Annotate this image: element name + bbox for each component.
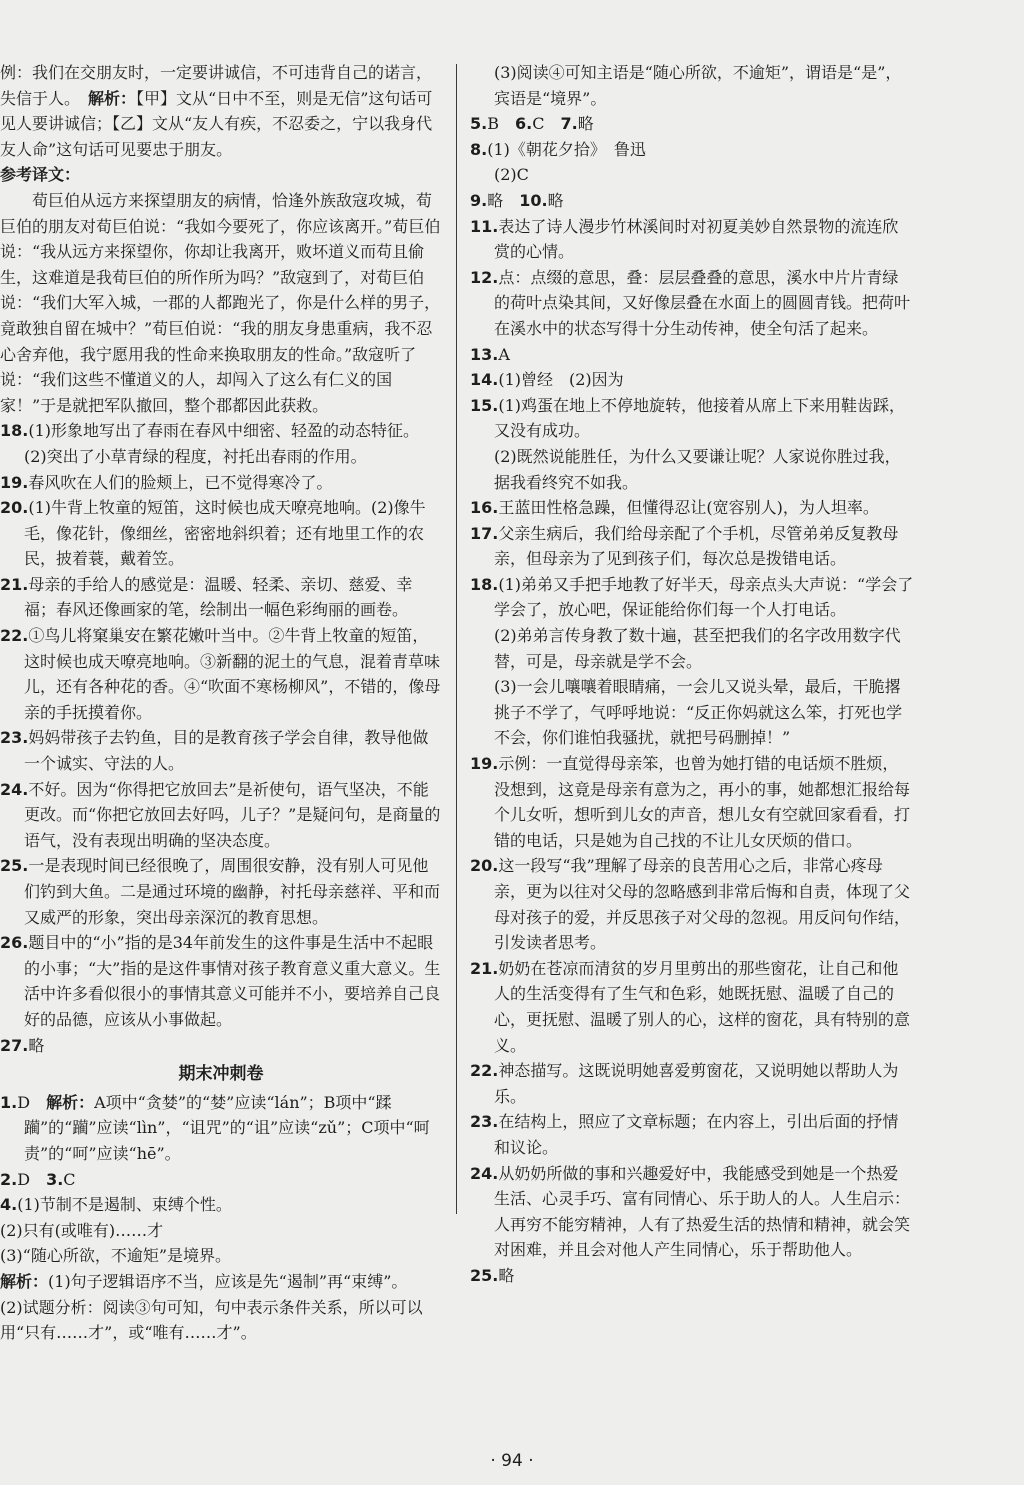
final-answer-15: 15.(1)鸡蛋在地上不停地旋转，他接着从席上下来用鞋齿踩，又没有成功。 (470, 395, 906, 441)
final-answer-4-part-3-analysis: (3)阅读④可知主语是“随心所欲，不逾矩”，谓语是“是”，宾语是“境界”。 (494, 63, 902, 108)
reference-translation-text: 荀巨伯从远方来探望朋友的病情，恰逢外族敌寇攻城，荀巨伯的朋友对荀巨伯说：“我如今要死了，你应该离开。”荀巨伯说：“我从远方来探望你，你却让我离开，败坏道义而苟且偷生，这难道是我荀巨伯的所作所为吗？”敌寇到了，对荀巨伯说：“我们大军入城，一郡的人都跑光了，你是什么样的男子，竟敢独自留在城中？”荀巨伯说：“我的朋友身患重病，我不忍心舍弃他，我宁愿用我的性命来换取朋友的性命。”敌寇听了说：“我们这些不懂道义的人，却闯入了这么有仁义的国家！”于是就把军队撤回，整个郡都因此获救。 (0, 190, 441, 415)
right-column (470, 60, 914, 1289)
page-number: · 94 · (490, 1451, 534, 1471)
final-answer-25: 25.略 (470, 1265, 515, 1285)
final-answer-4: 4.(1)节制不是遏制、束缚个性。 (0, 1195, 232, 1215)
final-answer-5-7: 5.B 6.C 7.略 (470, 114, 594, 134)
final-answer-4-part-2: (2)只有(或唯有)……才 (0, 1220, 164, 1240)
final-answer-11: 11.表达了诗人漫步竹林溪间时对初夏美妙自然景物的流连欣赏的心情。 (470, 216, 899, 262)
final-answer-21: 21.奶奶在苍凉而清贫的岁月里剪出的那些窗花，让自己和他人的生活变得有了生气和色彩，她既抚慰、温暖了自己的心，更抚慰、温暖了别人的心，这样的窗花，具有特别的意义。 (470, 958, 911, 1055)
answer-22: 22.①鸟儿将窠巢安在繁花嫩叶当中。②牛背上牧童的短笛，这时候也成天嘹亮地响。③新翻的泥土的气息，混着青草味儿，还有各种花的香。④“吹面不寒杨柳风”，不错的，像母亲的手抚摸着你。 (0, 626, 441, 722)
final-answer-15-part-2: (2)既然说能胜任，为什么又要谦让呢？人家说你胜过我，据我看终究不如我。 (494, 446, 901, 492)
final-answer-20: 20.这一段写“我”理解了母亲的良苦用心之后，非常心疼母亲，更为以往对父母的忽略感到非常后悔和自责，体现了父母对孩子的爱，并反思孩子对父母的忽视。用反问句作结，引发读者思考。 (470, 856, 911, 953)
final-answer-4-analysis: 解析：(1)句子逻辑语序不当，应该是先“遏制”再“束缚”。 (0, 1271, 408, 1291)
final-answer-14: 14.(1)曾经 (2)因为 (470, 370, 624, 390)
final-answer-18: 18.(1)弟弟又手把手地教了好半天，母亲点头大声说：“学会了学会了，放心吧，保证能给你们每一个人打电话。 (470, 574, 914, 620)
answer-24: 24.不好。因为“你得把它放回去”是祈使句，语气坚决，不能更改。而“你把它放回去好吗，儿子？”是疑问句，是商量的语气，没有表现出明确的坚决态度。 (0, 779, 441, 850)
answer-20: 20.(1)牛背上牧童的短笛，这时候也成天嘹亮地响。(2)像牛毛，像花针，像细丝，密密地斜织着；还有地里工作的农民，披着蓑，戴着笠。 (0, 498, 426, 569)
final-answer-4-part-3: (3)“随心所欲，不逾矩”是境界。 (0, 1246, 232, 1266)
final-answer-12: 12.点：点缀的意思，叠：层层叠叠的意思，溪水中片片青绿的荷叶点染其间，又好像层叠在水面上的圆圆青钱。把荷叶在溪水中的状态写得十分生动传神，使全句活了起来。 (470, 267, 911, 338)
final-answer-23: 23.在结构上，照应了文章标题；在内容上，引出后面的抒情和议论。 (470, 1112, 899, 1157)
answer-27: 27.略 (0, 1035, 45, 1055)
final-answer-2-3: 2.D 3.C (0, 1169, 76, 1189)
left-column (0, 60, 446, 1346)
column-divider (456, 64, 457, 1214)
intro-paragraph: 例：我们在交朋友时，一定要讲诚信，不可违背自己的诺言，失信于人。 解析：【甲】文从“日中不至，则是无信”这句话可见人要讲诚信；【乙】文从“友人有疾，不忍委之，宁以我身代友人命”这句话可见要忠于朋友。 (0, 63, 433, 159)
answer-18-part-2: (2)突出了小草青绿的程度，衬托出春雨的作用。 (24, 446, 367, 466)
final-answer-24: 24.从奶奶所做的事和兴趣爱好中，我能感受到她是一个热爱生活、心灵手巧、富有同情心、乐于助人的人。人生启示：人再穷不能穷精神，人有了热爱生活的热情和精神，就会笑对困难，并且会对他人产生同情心，乐于帮助他人。 (470, 1163, 911, 1260)
final-answer-4-analysis-2: (2)试题分析：阅读③句可知，句中表示条件关系，所以可以用“只有……才”，或“唯有……才”。 (0, 1297, 423, 1343)
final-answer-9-10: 9.略 10.略 (470, 190, 564, 210)
final-answer-18-part-2: (2)弟弟言传身教了数十遍，甚至把我们的名字改用数字代替，可是，母亲就是学不会。 (494, 626, 901, 671)
answer-25: 25.一是表现时间已经很晚了，周围很安静，没有别人可见他们钓到大鱼。二是通过环境的幽静，衬托母亲慈祥、平和而又威严的形象，突出母亲深沉的教育思想。 (0, 856, 441, 927)
final-answer-8: 8.(1)《朝花夕拾》 鲁迅 (470, 139, 646, 159)
final-answer-1: 1.D 解析：A项中“贪婪”的“婪”应读“lán”；B项中“蹂躏”的“躏”应读“lìn”，“诅咒”的“诅”应读“zǔ”；C项中“呵责”的“呵”应读“hē”。 (0, 1092, 430, 1163)
final-answer-22: 22.神态描写。这既说明她喜爱剪窗花，又说明她以帮助人为乐。 (470, 1061, 899, 1106)
final-answer-16: 16.王蓝田性格急躁，但懂得忍让(宽容别人)，为人坦率。 (470, 498, 879, 518)
final-answer-13: 13.A (470, 344, 510, 364)
answer-21: 21.母亲的手给人的感觉是：温暖、轻柔、亲切、慈爱、幸福；春风还像画家的笔，绘制出一幅色彩绚丽的画卷。 (0, 574, 413, 620)
final-answer-19: 19.示例：一直觉得母亲笨，也曾为她打错的电话烦不胜烦，没想到，这竟是母亲有意为之，再小的事，她都想汇报给每个儿女听，想听到儿女的声音，想儿女有空就回家看看，打错的电话，只是她为自己找的不让儿女厌烦的借口。 (470, 754, 911, 850)
final-answer-18-part-3: (3)一会儿嚷嚷着眼睛痛，一会儿又说头晕，最后，干脆撂挑子不学了，气呼呼地说：“反正你妈就这么笨，打死也学不会，你们谁怕我骚扰，就把号码删掉！” (494, 677, 903, 748)
answer-18: 18.(1)形象地写出了春雨在春风中细密、轻盈的动态特征。 (0, 421, 420, 441)
answer-26: 26.题目中的“小”指的是34年前发生的这件事是生活中不起眼的小事；“大”指的是这件事情对孩子教育意义重大意义。生活中许多看似很小的事情其意义可能并不小，要培养自己良好的品德，应该从小事做起。 (0, 933, 441, 1029)
final-answer-8-part-2: (2)C (494, 165, 529, 185)
final-answer-17: 17.父亲生病后，我们给母亲配了个手机，尽管弟弟反复教母亲，但母亲为了见到孩子们，每次总是拨错电话。 (470, 523, 899, 569)
section-title: 期末冲刺卷 (178, 1064, 264, 1085)
answer-23: 23.妈妈带孩子去钓鱼，目的是教育孩子学会自律，教导他做一个诚实、守法的人。 (0, 728, 429, 774)
answer-19: 19.春风吹在人们的脸颊上，已不觉得寒冷了。 (0, 472, 333, 492)
reference-translation-title: 参考译文： (0, 165, 81, 185)
